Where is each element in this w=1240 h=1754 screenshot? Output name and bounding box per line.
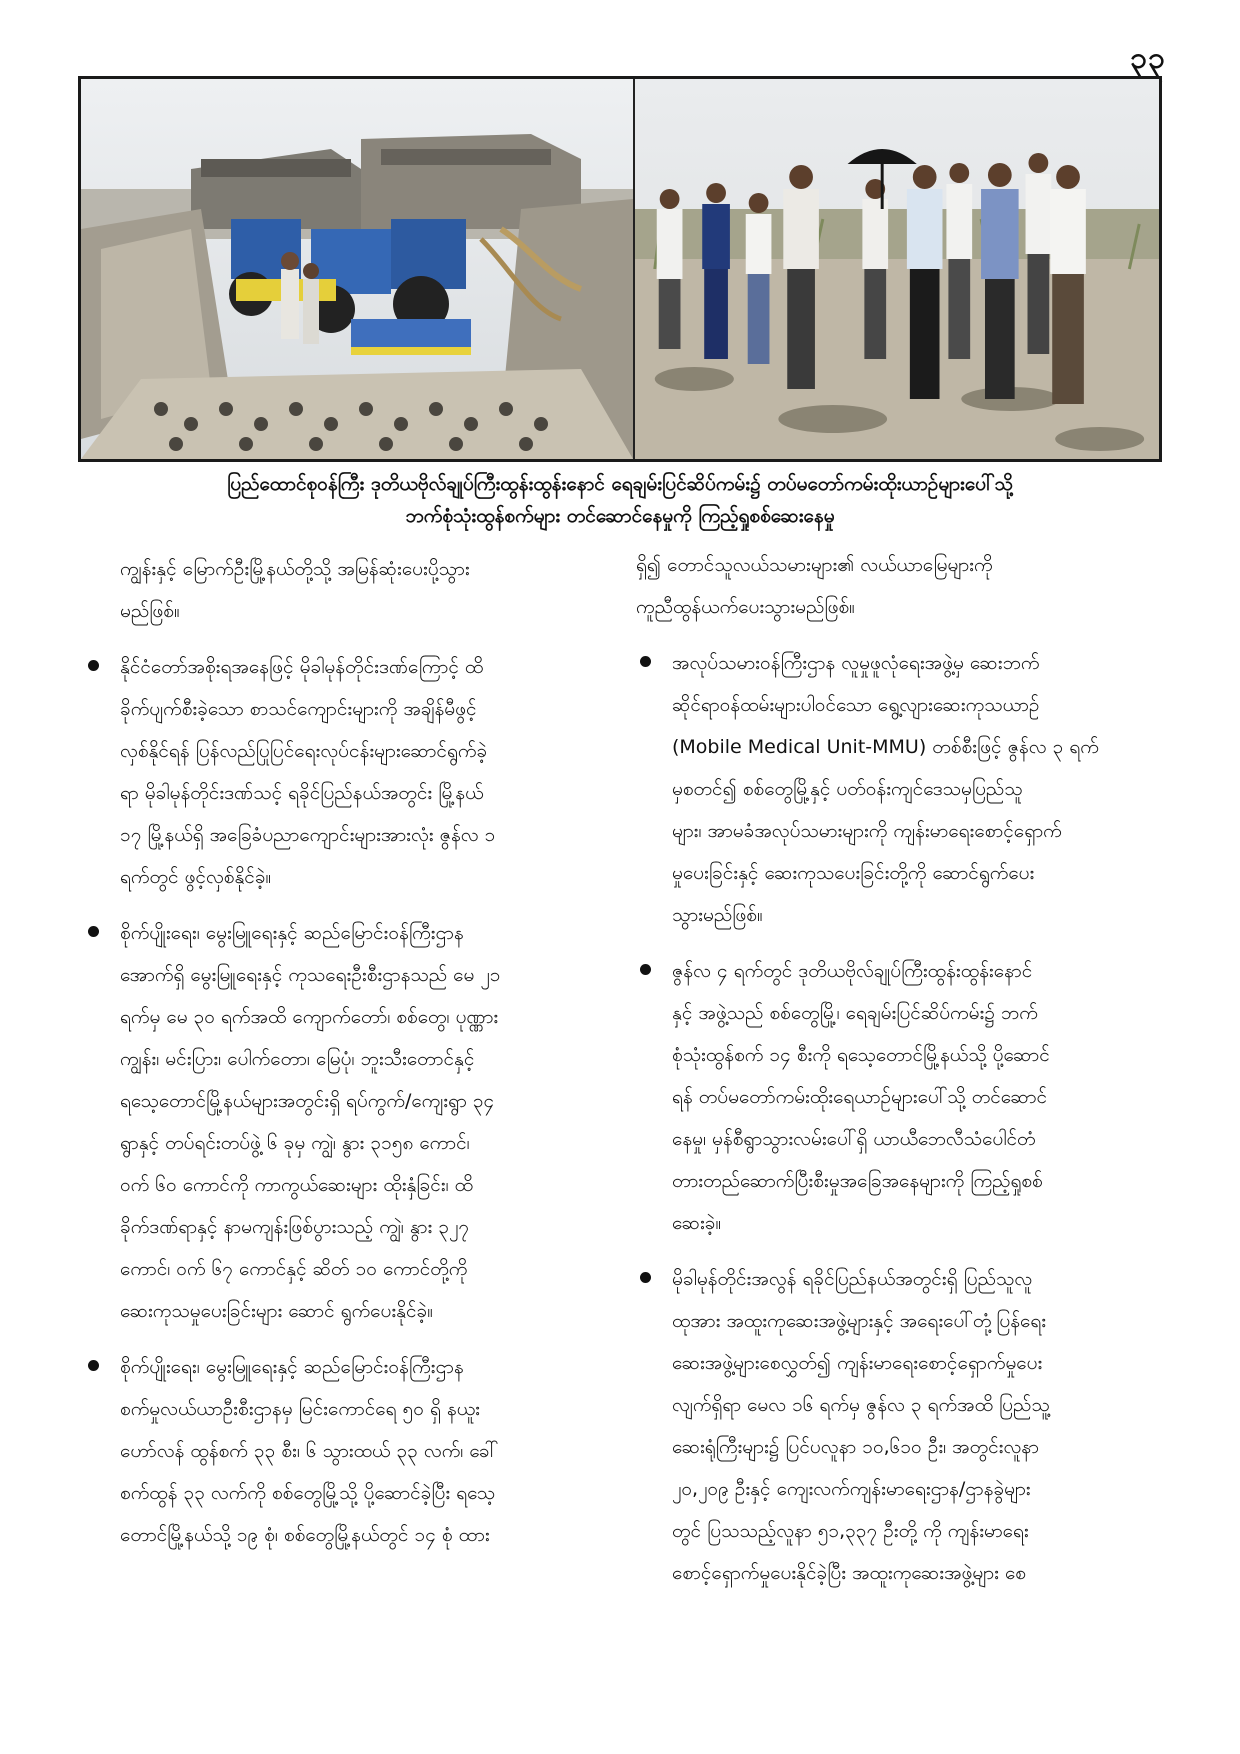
- text-line: တွင် ပြသသည့်လူနာ ၅၁,၃၃၇ ဦးတို့ ကို ကျန်းမာရေး: [672, 1520, 1029, 1542]
- text-line: စက်မှုလယ်ယာဦးစီးဌာနမှ မြင်းကောင်ရေ ၅၀ ရှိ နယူး: [120, 1398, 480, 1420]
- bullet-dot-icon: [88, 1360, 99, 1371]
- text-line: မည်ဖြစ်။: [120, 600, 180, 622]
- text-line: နိုင်ငံတော်အစိုးရအနေဖြင့် မိုခါမုန်တိုင်းဒဏ်ကြောင့် ထိ: [120, 656, 484, 678]
- bullet-dot-icon: [640, 656, 651, 667]
- text-line: ရက်မှ မေ ၃၀ ရက်အထိ ကျောက်တော်၊ စစ်တွေ၊ ပုဏ္ဏား: [120, 1006, 499, 1028]
- text-line: ဆေးခဲ့။: [672, 1212, 722, 1234]
- bullet-item: [636, 1258, 1156, 1594]
- text-line: ထုအား အထူးကုဆေးအဖွဲ့များနှင့် အရေးပေါ်တုံ့ပြန်ရေး: [672, 1310, 1047, 1332]
- text-line: ရက်တွင် ဖွင့်လှစ်နိုင်ခဲ့။: [120, 866, 272, 888]
- text-line: ခိုက်ပျက်စီးခဲ့သော စာသင်ကျောင်းများကို အချိန်မီဖွင့်: [120, 698, 477, 720]
- text-line: ဟော်လန် ထွန်စက် ၃၃ စီး၊ ၆ သွားထယ် ၃၃ လက်၊ ခေါ်: [120, 1440, 499, 1462]
- text-line: ၁၇ မြို့နယ်ရှိ အခြေခံပညာကျောင်းများအားလုံး ဇွန်လ ၁: [120, 824, 496, 846]
- text-line: စိုက်ပျိုးရေး၊ မွေးမြူရေးနှင့် ဆည်မြောင်းဝန်ကြီးဌာန: [120, 922, 464, 944]
- photo-tractors-on-landing-craft: [81, 79, 635, 459]
- text-line: အလုပ်သမားဝန်ကြီးဌာန လူမှုဖူလုံရေးအဖွဲ့မှ ဆေးဘက်: [672, 652, 1040, 674]
- text-line: ရွာနှင့် တပ်ရင်းတပ်ဖွဲ့ ၆ ခုမှ ကျွဲ၊ နွား ၃၁၅၈ ကောင်၊: [120, 1132, 470, 1154]
- text-line: ဝက် ၆၀ ကောင်ကို ကာကွယ်ဆေးများ ထိုးနှံခြင်း၊ ထိ: [120, 1174, 474, 1196]
- text-line: ဆေးကုသမှုပေးခြင်းများ ဆောင် ရွက်ပေးနိုင်ခဲ့။: [120, 1300, 433, 1322]
- text-line: ကောင်၊ ဝက် ၆၇ ကောင်နှင့် ဆိတ် ၁၀ ကောင်တို့ကို: [120, 1258, 468, 1280]
- bullet-item: [84, 646, 604, 898]
- bullet-dot-icon: [88, 660, 99, 671]
- text-line: ဆိုင်ရာဝန်ထမ်းများပါဝင်သော ရွေ့လျားဆေးကုသယာဉ်: [672, 694, 1040, 716]
- caption-line-1: ပြည်ထောင်စုဝန်ကြီး ဒုတိယဗိုလ်ချုပ်ကြီးထွန်းထွန်းနောင် ရေချမ်းပြင်ဆိပ်ကမ်း၌ တပ်မတော်ကမ်းထိုးယာဉ်များပေါ်သို့: [227, 473, 1013, 495]
- text-line: ရသေ့တောင်မြို့နယ်များအတွင်းရှိ ရပ်ကွက်/ကျေးရွာ ၃၄: [120, 1090, 495, 1112]
- photo-inspection-on-shore: [635, 79, 1159, 459]
- text-line: ခိုက်ဒဏ်ရာနှင့် နာမကျန်းဖြစ်ပွားသည့် ကျွဲ၊ နွား ၃၂၇: [120, 1216, 470, 1238]
- bullet-dot-icon: [640, 1272, 651, 1283]
- text-line: မိုခါမုန်တိုင်းအလွန် ရခိုင်ပြည်နယ်အတွင်းရှိ ပြည်သူလူ: [672, 1268, 1033, 1290]
- text-line: စက်ထွန် ၃၃ လက်ကို စစ်တွေမြို့သို့ ပို့ဆောင်ခဲ့ပြီး ရသေ့: [120, 1482, 496, 1504]
- right-column: [636, 544, 1156, 1594]
- bullet-item: [636, 642, 1156, 936]
- text-line: ရာ မိုခါမုန်တိုင်းဒဏ်သင့် ရခိုင်ပြည်နယ်အတွင်း မြို့နယ်: [120, 782, 484, 804]
- page-number: ၃၃: [1130, 41, 1166, 76]
- continuation-paragraph: [84, 548, 604, 632]
- caption-line-2: ဘက်စုံသုံးထွန်စက်များ တင်ဆောင်နေမှုကို ကြည့်ရှုစစ်ဆေးနေမှု: [405, 505, 835, 527]
- text-line: နေမှု၊ မှန်စီရွာသွားလမ်းပေါ်ရှိ ယာယီဘေလီသံပေါင်တံ: [672, 1128, 1036, 1150]
- text-line: ၂၀,၂၀၉ ဦးနှင့် ကျေးလက်ကျန်းမာရေးဌာန/ဌာနခွဲများ: [672, 1478, 1031, 1500]
- text-line: အောက်ရှိ မွေးမြူရေးနှင့် ကုသရေးဦးစီးဌာနသည် မေ ၂၁: [120, 964, 501, 986]
- bullet-item: [84, 1346, 604, 1556]
- bullet-item: [636, 950, 1156, 1244]
- text-line: စုံသုံးထွန်စက် ၁၄ စီးကို ရသေ့တောင်မြို့နယ်သို့ ပို့ဆောင်: [672, 1044, 1050, 1066]
- text-line: (Mobile Medical Unit-MMU) တစ်စီးဖြင့် ဇွန်လ ၃ ရက်: [672, 736, 1099, 758]
- text-line: စောင့်ရှောက်မှုပေးနိုင်ခဲ့ပြီး အထူးကုဆေးအဖွဲ့များ စေ: [672, 1562, 1026, 1584]
- text-line: တားတည်ဆောက်ပြီးစီးမှုအခြေအနေများကို ကြည့်ရှုစစ်: [672, 1170, 1043, 1192]
- text-line: တောင်မြို့နယ်သို့ ၁၉ စုံ၊ စစ်တွေမြို့နယ်တွင် ၁၄ စုံ ထား: [120, 1524, 490, 1546]
- text-line: သွားမည်ဖြစ်။: [672, 904, 763, 926]
- text-line: များ၊ အာမခံအလုပ်သမားများကို ကျန်းမာရေးစောင့်ရှောက်: [672, 820, 1062, 842]
- text-line: နှင့် အဖွဲ့သည် စစ်တွေမြို့၊ ရေချမ်းပြင်ဆိပ်ကမ်း၌ ဘက်: [672, 1002, 1038, 1024]
- text-line: ကျွန်း၊ မင်းပြား၊ ပေါက်တော၊ မြေပုံ၊ ဘူးသီးတောင်နှင့်: [120, 1048, 475, 1070]
- bullet-item: [84, 912, 604, 1332]
- text-line: ကျွန်းနှင့် မြောက်ဦးမြို့နယ်တို့သို့ အမြန်ဆုံးပေးပို့သွား: [120, 558, 470, 580]
- text-line: ရှိ၍ တောင်သူလယ်သမားများ၏ လယ်ယာမြေများကို: [636, 554, 993, 576]
- text-line: မှုပေးခြင်းနှင့် ဆေးကုသပေးခြင်းတို့ကို ဆောင်ရွက်ပေး: [672, 862, 1035, 884]
- left-column: [84, 544, 604, 1556]
- text-line: လျက်ရှိရာ မေလ ၁၆ ရက်မှ ဇွန်လ ၃ ရက်အထိ ပြည်သူ့: [672, 1394, 1050, 1416]
- text-line: ဇွန်လ ၄ ရက်တွင် ဒုတိယဗိုလ်ချုပ်ကြီးထွန်းထွန်းနောင်: [672, 960, 1033, 982]
- bullet-dot-icon: [640, 964, 651, 975]
- text-line: ရန် တပ်မတော်ကမ်းထိုးရေယာဉ်များပေါ်သို့ တင်ဆောင်: [672, 1086, 1048, 1108]
- bullet-dot-icon: [88, 926, 99, 937]
- text-line: စိုက်ပျိုးရေး၊ မွေးမြူရေးနှင့် ဆည်မြောင်းဝန်ကြီးဌာန: [120, 1356, 464, 1378]
- text-line: ဆေးရုံကြီးများ၌ ပြင်ပလူနာ ၁၀,၆၁၀ ဦး၊ အတွင်းလူနာ: [672, 1436, 1039, 1458]
- text-line: မှစတင်၍ စစ်တွေမြို့နှင့် ပတ်ဝန်းကျင်ဒေသမှပြည်သူ: [672, 778, 1023, 800]
- photo-frame: [78, 76, 1162, 462]
- text-line: ကူညီထွန်ယက်ပေးသွားမည်ဖြစ်။: [636, 596, 855, 618]
- photo-caption: [78, 468, 1162, 532]
- text-line: လှစ်နိုင်ရန် ပြန်လည်ပြုပြင်ရေးလုပ်ငန်းများဆောင်ရွက်ခဲ့: [120, 740, 488, 762]
- text-line: ဆေးအဖွဲ့များစေလွှတ်၍ ကျန်းမာရေးစောင့်ရှောက်မှုပေး: [672, 1352, 1043, 1374]
- continuation-paragraph: [636, 544, 1156, 628]
